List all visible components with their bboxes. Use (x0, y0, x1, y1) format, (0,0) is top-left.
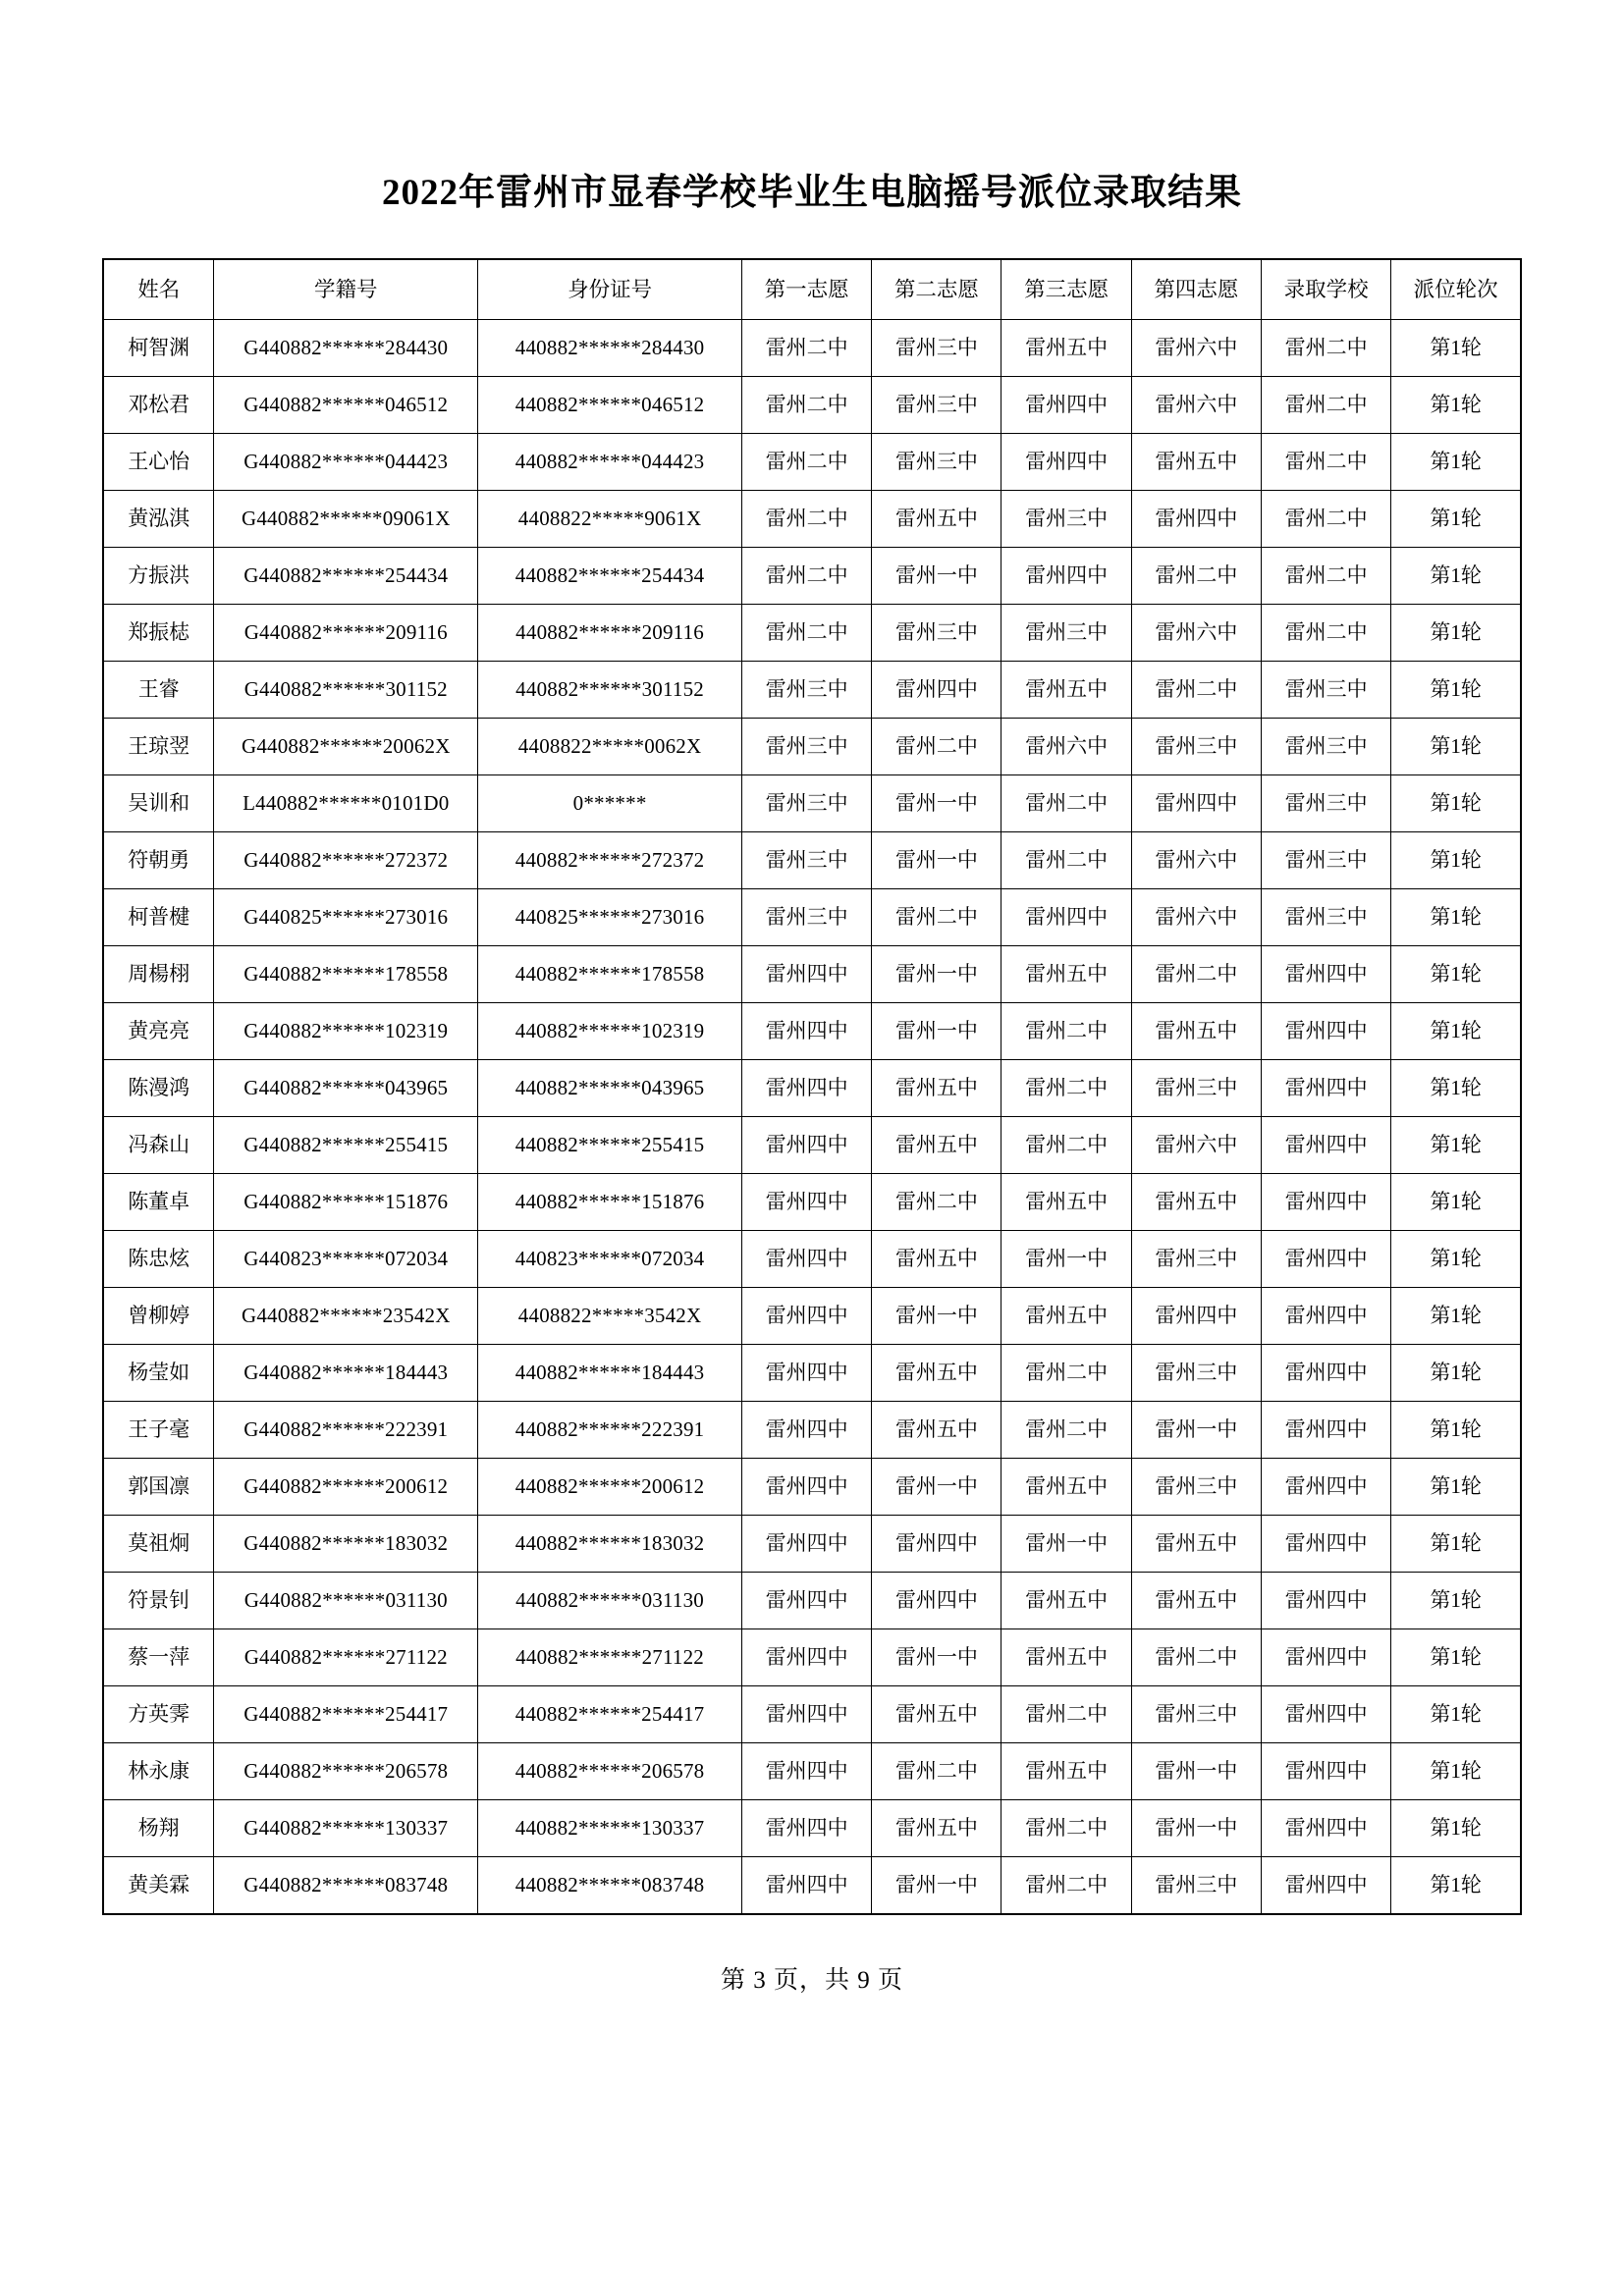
table-row (103, 775, 1521, 832)
cell-choice-2: 雷州二中 (872, 1174, 1001, 1231)
cell-student-id: G440882******046512 (214, 377, 478, 434)
cell-admitted-school: 雷州四中 (1261, 1516, 1390, 1573)
cell-student-id: G440882******09061X (214, 491, 478, 548)
cell-admitted-school: 雷州三中 (1261, 889, 1390, 946)
table-row (103, 548, 1521, 605)
cell-choice-1: 雷州三中 (741, 719, 871, 775)
cell-lottery-round: 第1轮 (1391, 832, 1521, 889)
cell-lottery-round: 第1轮 (1391, 1629, 1521, 1686)
cell-id-card: 440882******031130 (478, 1573, 742, 1629)
cell-id-card: 440882******178558 (478, 946, 742, 1003)
cell-choice-3: 雷州二中 (1001, 832, 1131, 889)
cell-choice-4: 雷州六中 (1131, 320, 1261, 377)
cell-lottery-round: 第1轮 (1391, 1288, 1521, 1345)
cell-student-id: G440882******183032 (214, 1516, 478, 1573)
cell-student-name: 黄美霖 (103, 1857, 214, 1915)
cell-admitted-school: 雷州四中 (1261, 946, 1390, 1003)
cell-lottery-round: 第1轮 (1391, 1231, 1521, 1288)
cell-student-id: G440882******222391 (214, 1402, 478, 1459)
cell-choice-4: 雷州三中 (1131, 1060, 1261, 1117)
cell-choice-1: 雷州三中 (741, 662, 871, 719)
table-row (103, 1573, 1521, 1629)
cell-choice-2: 雷州四中 (872, 1516, 1001, 1573)
cell-choice-4: 雷州五中 (1131, 1003, 1261, 1060)
cell-choice-4: 雷州二中 (1131, 946, 1261, 1003)
cell-choice-2: 雷州五中 (872, 1345, 1001, 1402)
table-row (103, 1629, 1521, 1686)
cell-student-id: G440882******102319 (214, 1003, 478, 1060)
cell-choice-1: 雷州四中 (741, 1629, 871, 1686)
cell-choice-2: 雷州五中 (872, 1231, 1001, 1288)
cell-id-card: 440882******272372 (478, 832, 742, 889)
cell-id-card: 440882******222391 (478, 1402, 742, 1459)
cell-choice-2: 雷州五中 (872, 491, 1001, 548)
cell-student-name: 郑振梽 (103, 605, 214, 662)
cell-student-id: G440882******23542X (214, 1288, 478, 1345)
cell-choice-1: 雷州二中 (741, 548, 871, 605)
cell-id-card: 440882******271122 (478, 1629, 742, 1686)
table-row (103, 1743, 1521, 1800)
cell-choice-1: 雷州四中 (741, 1686, 871, 1743)
cell-admitted-school: 雷州四中 (1261, 1857, 1390, 1915)
cell-choice-1: 雷州四中 (741, 1857, 871, 1915)
cell-student-id: G440882******151876 (214, 1174, 478, 1231)
cell-admitted-school: 雷州三中 (1261, 832, 1390, 889)
cell-lottery-round: 第1轮 (1391, 1060, 1521, 1117)
cell-choice-3: 雷州二中 (1001, 1060, 1131, 1117)
table-row (103, 1516, 1521, 1573)
table-header-cell: 身份证号 (478, 259, 742, 320)
table-header-cell: 第二志愿 (872, 259, 1001, 320)
table-header-cell: 派位轮次 (1391, 259, 1521, 320)
table-row (103, 1060, 1521, 1117)
cell-student-id: G440882******184443 (214, 1345, 478, 1402)
cell-choice-3: 雷州一中 (1001, 1231, 1131, 1288)
cell-id-card: 4408822*****0062X (478, 719, 742, 775)
cell-student-name: 陈忠炫 (103, 1231, 214, 1288)
cell-student-name: 柯智渊 (103, 320, 214, 377)
cell-choice-3: 雷州二中 (1001, 775, 1131, 832)
cell-choice-2: 雷州二中 (872, 1743, 1001, 1800)
cell-choice-2: 雷州二中 (872, 889, 1001, 946)
cell-student-name: 吴训和 (103, 775, 214, 832)
table-header (103, 259, 1521, 320)
table-header-cell: 姓名 (103, 259, 214, 320)
cell-student-id: G440823******072034 (214, 1231, 478, 1288)
cell-admitted-school: 雷州二中 (1261, 320, 1390, 377)
cell-student-name: 黄亮亮 (103, 1003, 214, 1060)
cell-choice-3: 雷州四中 (1001, 889, 1131, 946)
cell-admitted-school: 雷州四中 (1261, 1459, 1390, 1516)
table-header-cell: 第三志愿 (1001, 259, 1131, 320)
cell-choice-4: 雷州六中 (1131, 605, 1261, 662)
cell-admitted-school: 雷州四中 (1261, 1003, 1390, 1060)
cell-admitted-school: 雷州四中 (1261, 1686, 1390, 1743)
cell-student-id: G440882******083748 (214, 1857, 478, 1915)
cell-choice-4: 雷州二中 (1131, 1629, 1261, 1686)
cell-student-name: 黄泓淇 (103, 491, 214, 548)
cell-student-name: 蔡一萍 (103, 1629, 214, 1686)
table-row (103, 1345, 1521, 1402)
table-row (103, 889, 1521, 946)
cell-admitted-school: 雷州二中 (1261, 491, 1390, 548)
cell-choice-3: 雷州二中 (1001, 1345, 1131, 1402)
table-row (103, 719, 1521, 775)
cell-choice-4: 雷州五中 (1131, 1573, 1261, 1629)
cell-choice-4: 雷州一中 (1131, 1743, 1261, 1800)
table-row (103, 832, 1521, 889)
cell-student-name: 陈董卓 (103, 1174, 214, 1231)
cell-choice-1: 雷州四中 (741, 1459, 871, 1516)
cell-student-name: 周楊栩 (103, 946, 214, 1003)
cell-choice-1: 雷州四中 (741, 1402, 871, 1459)
cell-lottery-round: 第1轮 (1391, 1516, 1521, 1573)
cell-choice-1: 雷州二中 (741, 434, 871, 491)
table-row (103, 1402, 1521, 1459)
cell-student-id: G440882******031130 (214, 1573, 478, 1629)
cell-choice-3: 雷州四中 (1001, 548, 1131, 605)
table-header-cell: 学籍号 (214, 259, 478, 320)
cell-admitted-school: 雷州四中 (1261, 1231, 1390, 1288)
cell-choice-4: 雷州四中 (1131, 491, 1261, 548)
cell-choice-1: 雷州四中 (741, 1288, 871, 1345)
cell-id-card: 440882******183032 (478, 1516, 742, 1573)
cell-id-card: 440882******301152 (478, 662, 742, 719)
cell-choice-3: 雷州五中 (1001, 1573, 1131, 1629)
cell-lottery-round: 第1轮 (1391, 1459, 1521, 1516)
cell-choice-2: 雷州五中 (872, 1060, 1001, 1117)
cell-choice-4: 雷州四中 (1131, 1288, 1261, 1345)
table-row (103, 662, 1521, 719)
cell-admitted-school: 雷州二中 (1261, 605, 1390, 662)
cell-student-name: 王心怡 (103, 434, 214, 491)
cell-admitted-school: 雷州四中 (1261, 1345, 1390, 1402)
cell-choice-2: 雷州三中 (872, 605, 1001, 662)
cell-choice-2: 雷州四中 (872, 662, 1001, 719)
cell-choice-2: 雷州一中 (872, 1288, 1001, 1345)
cell-lottery-round: 第1轮 (1391, 1117, 1521, 1174)
cell-choice-4: 雷州五中 (1131, 1174, 1261, 1231)
cell-student-name: 曾柳婷 (103, 1288, 214, 1345)
cell-student-id: G440882******209116 (214, 605, 478, 662)
cell-lottery-round: 第1轮 (1391, 1402, 1521, 1459)
cell-id-card: 440882******151876 (478, 1174, 742, 1231)
cell-choice-1: 雷州四中 (741, 1060, 871, 1117)
cell-id-card: 440882******254417 (478, 1686, 742, 1743)
cell-choice-1: 雷州二中 (741, 377, 871, 434)
cell-choice-1: 雷州四中 (741, 1231, 871, 1288)
cell-lottery-round: 第1轮 (1391, 662, 1521, 719)
cell-id-card: 440823******072034 (478, 1231, 742, 1288)
cell-choice-1: 雷州二中 (741, 605, 871, 662)
cell-choice-2: 雷州一中 (872, 1459, 1001, 1516)
table-row (103, 1459, 1521, 1516)
cell-choice-2: 雷州五中 (872, 1402, 1001, 1459)
cell-admitted-school: 雷州四中 (1261, 1629, 1390, 1686)
page-footer: 第 3 页，共 9 页 (720, 1967, 903, 1995)
table-row (103, 1003, 1521, 1060)
cell-admitted-school: 雷州二中 (1261, 434, 1390, 491)
cell-choice-4: 雷州六中 (1131, 377, 1261, 434)
cell-id-card: 440882******254434 (478, 548, 742, 605)
cell-lottery-round: 第1轮 (1391, 1857, 1521, 1915)
cell-student-id: G440882******284430 (214, 320, 478, 377)
cell-student-name: 柯普楗 (103, 889, 214, 946)
cell-choice-3: 雷州二中 (1001, 1402, 1131, 1459)
lottery-result-table (102, 258, 1522, 1915)
cell-choice-4: 雷州二中 (1131, 662, 1261, 719)
cell-student-id: G440882******272372 (214, 832, 478, 889)
cell-admitted-school: 雷州四中 (1261, 1174, 1390, 1231)
table-row (103, 605, 1521, 662)
cell-choice-2: 雷州三中 (872, 320, 1001, 377)
cell-admitted-school: 雷州四中 (1261, 1117, 1390, 1174)
cell-choice-1: 雷州三中 (741, 832, 871, 889)
cell-choice-3: 雷州三中 (1001, 491, 1131, 548)
cell-student-id: G440882******200612 (214, 1459, 478, 1516)
cell-choice-1: 雷州四中 (741, 1800, 871, 1857)
cell-student-id: G440882******130337 (214, 1800, 478, 1857)
table-row (103, 1686, 1521, 1743)
cell-student-id: G440882******178558 (214, 946, 478, 1003)
cell-student-id: G440825******273016 (214, 889, 478, 946)
table-body (103, 320, 1521, 1915)
cell-choice-2: 雷州四中 (872, 1573, 1001, 1629)
cell-choice-3: 雷州六中 (1001, 719, 1131, 775)
cell-student-id: G440882******20062X (214, 719, 478, 775)
cell-admitted-school: 雷州二中 (1261, 548, 1390, 605)
cell-choice-3: 雷州一中 (1001, 1516, 1131, 1573)
cell-student-name: 符景钊 (103, 1573, 214, 1629)
cell-choice-1: 雷州四中 (741, 1345, 871, 1402)
cell-choice-3: 雷州二中 (1001, 1686, 1131, 1743)
cell-id-card: 440882******255415 (478, 1117, 742, 1174)
cell-choice-2: 雷州三中 (872, 434, 1001, 491)
cell-choice-3: 雷州二中 (1001, 1800, 1131, 1857)
cell-choice-3: 雷州五中 (1001, 1459, 1131, 1516)
cell-student-name: 王琼翌 (103, 719, 214, 775)
cell-choice-1: 雷州二中 (741, 320, 871, 377)
cell-choice-4: 雷州三中 (1131, 1686, 1261, 1743)
table-row (103, 377, 1521, 434)
cell-lottery-round: 第1轮 (1391, 775, 1521, 832)
cell-student-id: G440882******206578 (214, 1743, 478, 1800)
cell-choice-4: 雷州三中 (1131, 1857, 1261, 1915)
table-row (103, 1800, 1521, 1857)
cell-student-id: G440882******044423 (214, 434, 478, 491)
table-row (103, 1857, 1521, 1915)
cell-choice-2: 雷州三中 (872, 377, 1001, 434)
cell-choice-2: 雷州五中 (872, 1800, 1001, 1857)
table-row (103, 1117, 1521, 1174)
table-header-cell: 录取学校 (1261, 259, 1390, 320)
cell-admitted-school: 雷州三中 (1261, 719, 1390, 775)
cell-choice-3: 雷州四中 (1001, 434, 1131, 491)
cell-choice-4: 雷州一中 (1131, 1800, 1261, 1857)
table-header-cell: 第四志愿 (1131, 259, 1261, 320)
cell-lottery-round: 第1轮 (1391, 1174, 1521, 1231)
cell-choice-2: 雷州五中 (872, 1117, 1001, 1174)
cell-admitted-school: 雷州四中 (1261, 1402, 1390, 1459)
cell-id-card: 440882******043965 (478, 1060, 742, 1117)
cell-choice-2: 雷州一中 (872, 548, 1001, 605)
table-row (103, 491, 1521, 548)
cell-student-id: L440882******0101D0 (214, 775, 478, 832)
cell-choice-3: 雷州五中 (1001, 946, 1131, 1003)
cell-admitted-school: 雷州三中 (1261, 662, 1390, 719)
cell-choice-4: 雷州六中 (1131, 889, 1261, 946)
cell-admitted-school: 雷州二中 (1261, 377, 1390, 434)
cell-lottery-round: 第1轮 (1391, 1003, 1521, 1060)
cell-student-name: 陈漫鸿 (103, 1060, 214, 1117)
cell-choice-3: 雷州三中 (1001, 605, 1131, 662)
cell-student-name: 莫祖炯 (103, 1516, 214, 1573)
cell-admitted-school: 雷州四中 (1261, 1288, 1390, 1345)
cell-choice-4: 雷州三中 (1131, 1231, 1261, 1288)
cell-lottery-round: 第1轮 (1391, 605, 1521, 662)
cell-choice-4: 雷州六中 (1131, 832, 1261, 889)
cell-lottery-round: 第1轮 (1391, 548, 1521, 605)
cell-lottery-round: 第1轮 (1391, 719, 1521, 775)
cell-choice-2: 雷州一中 (872, 1629, 1001, 1686)
cell-choice-3: 雷州五中 (1001, 1288, 1131, 1345)
cell-id-card: 440882******044423 (478, 434, 742, 491)
cell-choice-2: 雷州一中 (872, 832, 1001, 889)
table-row (103, 320, 1521, 377)
cell-choice-1: 雷州四中 (741, 1573, 871, 1629)
cell-student-id: G440882******043965 (214, 1060, 478, 1117)
cell-choice-3: 雷州五中 (1001, 662, 1131, 719)
cell-id-card: 440882******200612 (478, 1459, 742, 1516)
cell-lottery-round: 第1轮 (1391, 434, 1521, 491)
cell-id-card: 0****** (478, 775, 742, 832)
cell-student-name: 方振洪 (103, 548, 214, 605)
cell-student-name: 符朝勇 (103, 832, 214, 889)
cell-id-card: 440882******130337 (478, 1800, 742, 1857)
cell-choice-3: 雷州二中 (1001, 1003, 1131, 1060)
cell-student-name: 杨莹如 (103, 1345, 214, 1402)
cell-choice-4: 雷州三中 (1131, 719, 1261, 775)
cell-id-card: 440882******206578 (478, 1743, 742, 1800)
table-row (103, 434, 1521, 491)
cell-student-id: G440882******254417 (214, 1686, 478, 1743)
cell-lottery-round: 第1轮 (1391, 1686, 1521, 1743)
cell-choice-3: 雷州五中 (1001, 320, 1131, 377)
cell-student-id: G440882******254434 (214, 548, 478, 605)
cell-choice-2: 雷州一中 (872, 1857, 1001, 1915)
cell-student-name: 王子毫 (103, 1402, 214, 1459)
table-row (103, 1288, 1521, 1345)
cell-choice-4: 雷州三中 (1131, 1345, 1261, 1402)
table-row (103, 1231, 1521, 1288)
cell-choice-2: 雷州五中 (872, 1686, 1001, 1743)
cell-id-card: 440882******046512 (478, 377, 742, 434)
cell-choice-1: 雷州四中 (741, 946, 871, 1003)
cell-choice-1: 雷州四中 (741, 1003, 871, 1060)
cell-choice-4: 雷州四中 (1131, 775, 1261, 832)
cell-lottery-round: 第1轮 (1391, 1573, 1521, 1629)
cell-choice-3: 雷州二中 (1001, 1857, 1131, 1915)
cell-lottery-round: 第1轮 (1391, 1800, 1521, 1857)
cell-choice-1: 雷州三中 (741, 889, 871, 946)
cell-choice-4: 雷州六中 (1131, 1117, 1261, 1174)
cell-id-card: 440882******184443 (478, 1345, 742, 1402)
cell-student-name: 王睿 (103, 662, 214, 719)
cell-lottery-round: 第1轮 (1391, 1345, 1521, 1402)
cell-student-name: 郭国凛 (103, 1459, 214, 1516)
cell-choice-2: 雷州一中 (872, 1003, 1001, 1060)
cell-lottery-round: 第1轮 (1391, 320, 1521, 377)
cell-choice-1: 雷州四中 (741, 1174, 871, 1231)
cell-choice-4: 雷州一中 (1131, 1402, 1261, 1459)
cell-student-name: 方英霁 (103, 1686, 214, 1743)
cell-choice-1: 雷州四中 (741, 1117, 871, 1174)
cell-id-card: 440825******273016 (478, 889, 742, 946)
cell-id-card: 440882******284430 (478, 320, 742, 377)
cell-choice-2: 雷州二中 (872, 719, 1001, 775)
cell-id-card: 4408822*****3542X (478, 1288, 742, 1345)
table-header-row (103, 259, 1521, 320)
cell-choice-2: 雷州一中 (872, 946, 1001, 1003)
cell-lottery-round: 第1轮 (1391, 491, 1521, 548)
cell-admitted-school: 雷州四中 (1261, 1060, 1390, 1117)
cell-choice-3: 雷州五中 (1001, 1629, 1131, 1686)
cell-choice-3: 雷州二中 (1001, 1117, 1131, 1174)
cell-admitted-school: 雷州四中 (1261, 1573, 1390, 1629)
table-row (103, 1174, 1521, 1231)
table-header-cell: 第一志愿 (741, 259, 871, 320)
cell-id-card: 440882******102319 (478, 1003, 742, 1060)
cell-lottery-round: 第1轮 (1391, 377, 1521, 434)
cell-student-name: 邓松君 (103, 377, 214, 434)
cell-choice-3: 雷州五中 (1001, 1743, 1131, 1800)
cell-student-name: 冯森山 (103, 1117, 214, 1174)
cell-choice-4: 雷州三中 (1131, 1459, 1261, 1516)
cell-admitted-school: 雷州四中 (1261, 1800, 1390, 1857)
table-row (103, 946, 1521, 1003)
cell-choice-1: 雷州四中 (741, 1516, 871, 1573)
cell-student-id: G440882******271122 (214, 1629, 478, 1686)
cell-student-id: G440882******301152 (214, 662, 478, 719)
cell-choice-1: 雷州二中 (741, 491, 871, 548)
cell-student-name: 林永康 (103, 1743, 214, 1800)
cell-choice-3: 雷州四中 (1001, 377, 1131, 434)
cell-lottery-round: 第1轮 (1391, 1743, 1521, 1800)
cell-student-name: 杨翔 (103, 1800, 214, 1857)
cell-choice-1: 雷州三中 (741, 775, 871, 832)
cell-admitted-school: 雷州三中 (1261, 775, 1390, 832)
page-title: 2022年雷州市显春学校毕业生电脑摇号派位录取结果 (382, 173, 1242, 213)
cell-choice-4: 雷州五中 (1131, 434, 1261, 491)
cell-choice-3: 雷州五中 (1001, 1174, 1131, 1231)
cell-choice-2: 雷州一中 (872, 775, 1001, 832)
cell-choice-4: 雷州二中 (1131, 548, 1261, 605)
cell-choice-4: 雷州五中 (1131, 1516, 1261, 1573)
cell-student-id: G440882******255415 (214, 1117, 478, 1174)
cell-choice-1: 雷州四中 (741, 1743, 871, 1800)
cell-lottery-round: 第1轮 (1391, 946, 1521, 1003)
cell-id-card: 440882******209116 (478, 605, 742, 662)
cell-id-card: 440882******083748 (478, 1857, 742, 1915)
cell-lottery-round: 第1轮 (1391, 889, 1521, 946)
cell-id-card: 4408822*****9061X (478, 491, 742, 548)
cell-admitted-school: 雷州四中 (1261, 1743, 1390, 1800)
